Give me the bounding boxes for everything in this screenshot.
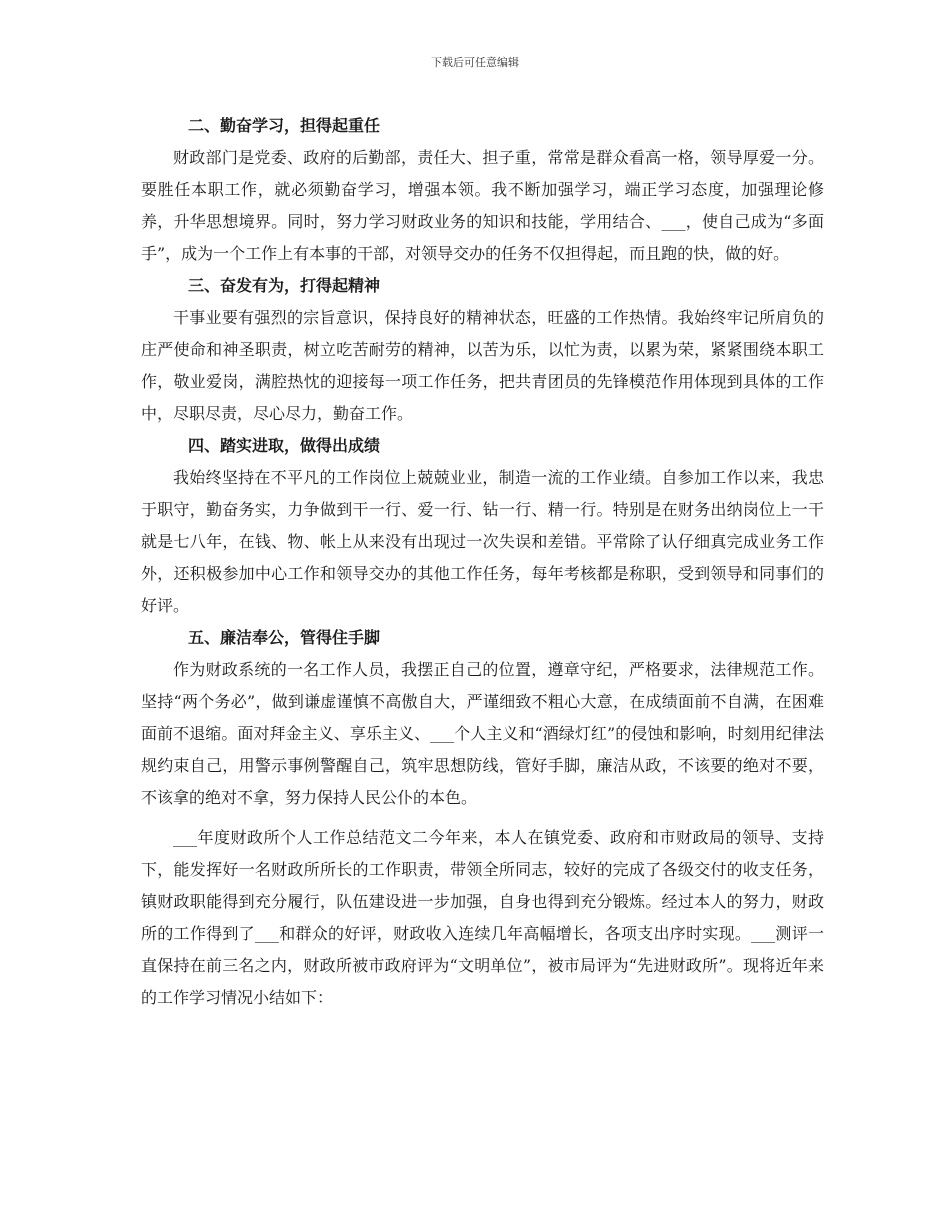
section-heading-3: 三、奋发有为，打得起精神 (188, 276, 381, 295)
section-paragraph-4: 我始终坚持在不平凡的工作岗位上兢兢业业，制造一流的工作业绩。自参加工作以来，我忠于职守，勤奋务实，力争做到干一行、爱一行、钻一行、精一行。特别是在财务出纳岗位上一干就是七八年，在钱、物、帐上从来没有出现过一次失误和差错。平常除了认仔细真完成业务工作外，还积极参加中心工作和领导交办的其他工作任务，每年考核都是称职，受到领导和同事们的好评。 (141, 468, 824, 615)
section-paragraph-3: 干事业要有强烈的宗旨意识，保持良好的精神状态，旺盛的工作热情。我始终牢记所肩负的庄严使命和神圣职责，树立吃苦耐劳的精神，以苦为乐，以忙为责，以累为荣，紧紧围绕本职工作，敬业爱岗，满腔热忱的迎接每一项工作任务，把共青团员的先锋模范作用体现到具体的工作中，尽职尽责，尽心尽力，勤奋工作。 (141, 308, 824, 423)
document-body (141, 110, 824, 1014)
section-heading-2: 二、勤奋学习，担得起重任 (188, 116, 381, 135)
closing-paragraph: ___年度财政所个人工作总结范文二今年来，本人在镇党委、政府和市财政局的领导、支持下，能发挥好一名财政所所长的工作职责，带领全所同志，较好的完成了各级交付的收支任务，镇财政职能得到充分履行，队伍建设进一步加强，自身也得到充分锻炼。经过本人的努力，财政所的工作得到了___和群众的好评，财政收入连续几年高幅增长，各项支出序时实现。___测评一直保持在前三名之内，财政所被市政府评为“文明单位”，被市局评为“先进财政所”。现将近年来的工作学习情况小结如下： (141, 828, 824, 1007)
page-header-note: 下载后可任意编辑 (431, 56, 519, 69)
section-paragraph-5: 作为财政系统的一名工作人员，我摆正自己的位置，遵章守纪，严格要求，法律规范工作。坚持“两个务必”，做到谦虚谨慎不高傲自大，严谨细致不粗心大意，在成绩面前不自满，在困难面前不退缩。面对拜金主义、享乐主义、___个人主义和“酒绿灯红”的侵蚀和影响，时刻用纪律法规约束自己，用警示事例警醒自己，筑牢思想防线，管好手脚，廉洁从政，不该要的绝对不要，不该拿的绝对不拿，努力保持人民公仆的本色。 (141, 660, 824, 807)
section-paragraph-2: 财政部门是党委、政府的后勤部，责任大、担子重，常常是群众看高一格，领导厚爱一分。要胜任本职工作，就必须勤奋学习，增强本领。我不断加强学习，端正学习态度，加强理论修养，升华思想境界。同时，努力学习财政业务的知识和技能，学用结合、___，使自己成为“多面手”，成为一个工作上有本事的干部，对领导交办的任务不仅担得起，而且跑的快，做的好。 (141, 148, 824, 263)
section-heading-5: 五、廉洁奉公，管得住手脚 (188, 628, 381, 647)
section-heading-4: 四、踏实进取，做得出成绩 (188, 436, 381, 455)
